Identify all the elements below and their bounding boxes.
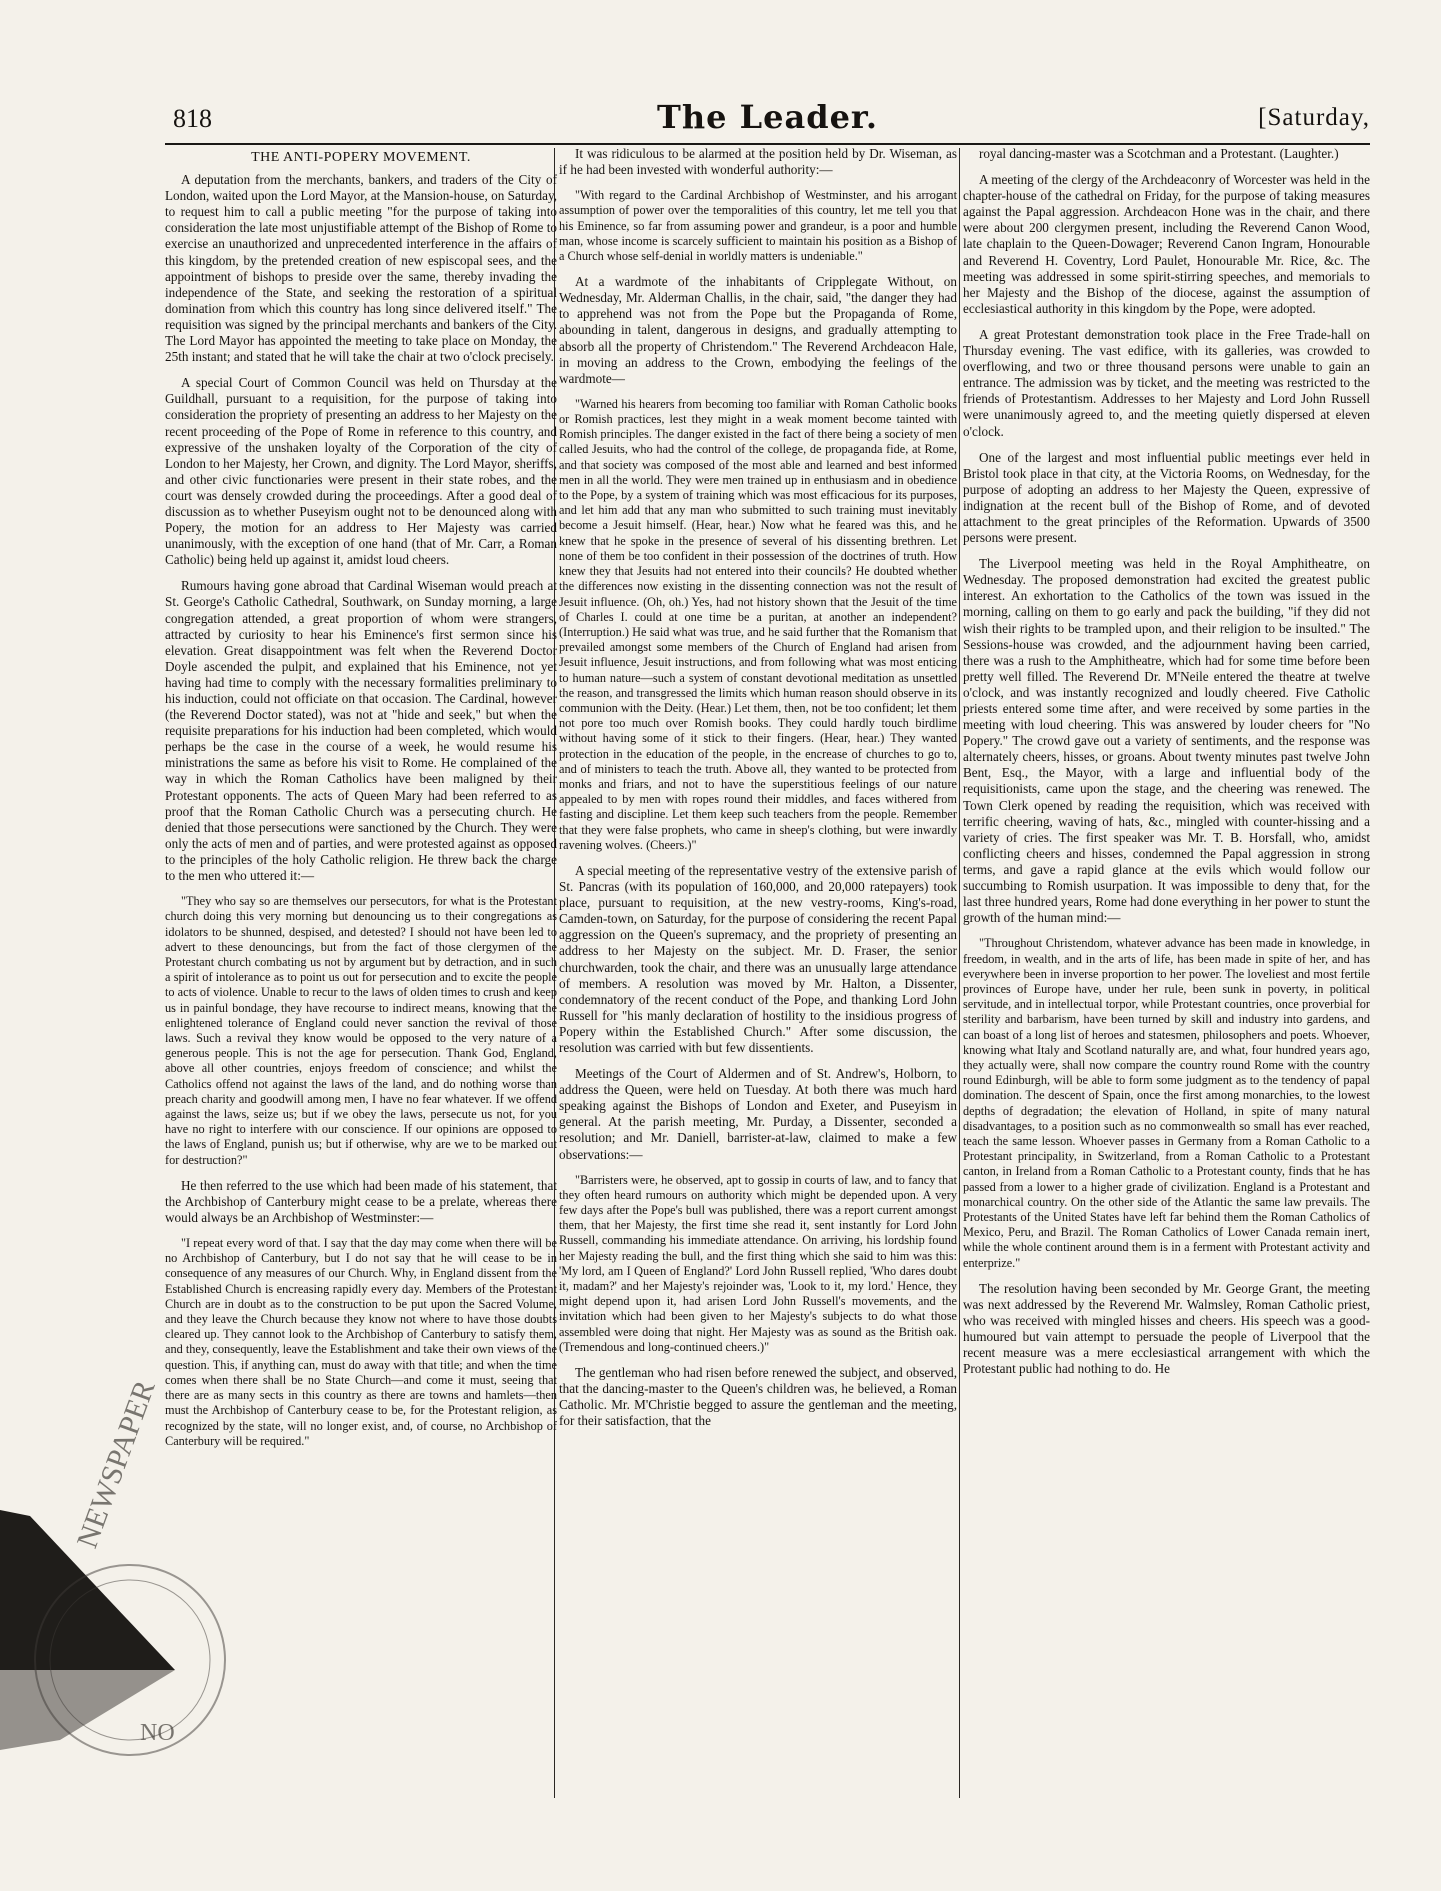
article-paragraph: royal dancing-master was a Scotchman and a Protestant. (Laughter.): [979, 146, 1339, 161]
header-rule: [165, 143, 1370, 145]
quoted-paragraph: "With regard to the Cardinal Archbishop of Westminster, and his arrogant assumption of power over the temporalities of this country, let me tell you that his Eminence, so far from assuming power and grandeur, is a poor and humble man, whose income is scarcely sufficient to maintain his position as a Bishop of a Church whose self-denial in worldly matters is undeniable.": [559, 188, 957, 263]
page-header: [165, 98, 1370, 148]
article-paragraph: One of the largest and most influential public meetings ever held in Bristol took place in that city, at the Victoria Rooms, on Wednesday, for the purpose of adopting an address to her Majesty the Queen, expressive of indignation at the recent bull of the Bishop of Rome, and of devoted attachment to the great principles of the Reformation. Upwards of 3500 persons were present.: [963, 449, 1370, 546]
column-3: [963, 146, 1370, 1846]
article-paragraph: A deputation from the merchants, bankers, and traders of the City of London, waited upon the Lord Mayor, at the Mansion-house, on Saturday, to request him to call a public meeting "for the purpose of taking into consideration the late most unjustifiable attempt of the Bishop of Rome to exercise an unauthorized and unprecedented interference in the affairs of this kingdom, by the pretended creation of new espiscopal sees, and the appointment of bishops to preside over the same, thereby invading the independence of the State, and seeking the restoration of a spiritual domination from which this country has long since delivered itself." The requisition was signed by the principal merchants and bankers of the City. The Lord Mayor has appointed the meeting to take place on Monday, the 25th instant; and stated that he will take the chair at two o'clock precisely.: [165, 172, 557, 365]
article-paragraph: It was ridiculous to be alarmed at the position held by Dr. Wiseman, as if he had been invested with wonderful authority:—: [559, 146, 957, 178]
article-paragraph: A great Protestant demonstration took place in the Free Trade-hall on Thursday evening. The vast edifice, with its galleries, was crowded to overflowing, and two or three thousand persons were unable to gain an entrance. The admission was by ticket, and the meeting was restricted to the friends of Protestantism. Addresses to her Majesty and Lord John Russell were unanimously agreed to, and the meeting quietly dispersed at eleven o'clock.: [963, 326, 1370, 439]
column-divider: [959, 148, 960, 1798]
stamp-text: NO: [140, 1720, 175, 1746]
article-paragraph: A special meeting of the representative vestry of the extensive parish of St. Pancras (with its population of 160,000, and 20,000 ratepayers) took place, pursuant to requisition, at the new vestry-rooms, King's-road, Camden-town, on Saturday, for the purpose of considering the recent Papal aggression on the Queen's supremacy, and the propriety of presenting an address to her Majesty on the subject. Mr. D. Fraser, the senior churchwarden, took the chair, and there was an unusually large attendance of members. A resolution was moved by Mr. Halton, a Dissenter, condemnatory of the recent conduct of the Pope, and thanking Lord John Russell for "his manly declaration of hostility to the insidious progress of Popery within the Established Church." After some discussion, the resolution was carried with but few dissentients.: [559, 862, 957, 1055]
quoted-paragraph: "They who say so are themselves our persecutors, for what is the Protestant church doing this very morning but denouncing us to their congregations as idolators to be shunned, despised, and detested? I should not have been led to advert to these denouncings, but from the fact of those clergymen of the Protestant church combating us not by argument but by detraction, and in such a spirit of intolerance as to point us out for persecution and to excite the people to acts of violence. Unable to recur to the laws of olden times to crush and keep us in painful bondage, they have recourse to indirect means, knowing that the enlightened tolerance of England could never sanction the revival of those laws. Such a revival they know would be opposed to the very nature of a generous people. This is not the age for persecution. Thank God, England, above all other countries, enjoys freedom of conscience; and whilst the Catholics offend not against the laws of the land, and do nothing worse than preach charity and goodwill among men, I have no fear whatever. If we offend against the laws, seize us; but if we obey the laws, persecute us not, for you have no right to interfere with our conscience. If our opinions are opposed to the laws of England, punish us; but if otherwise, why are we to be marked out for destruction?": [165, 894, 557, 1167]
page-number: 818: [173, 104, 212, 133]
dateline: [Saturday,: [1258, 104, 1370, 131]
stamp-text: NEWSPAPER: [70, 1376, 162, 1553]
quoted-paragraph: "Throughout Christendom, whatever advance has been made in knowledge, in freedom, in wealth, and in the arts of life, has been made in spite of her, and has everywhere been in inverse proportion to her power. The loveliest and most fertile provinces of Europe have, under her rule, been sunk in poverty, in political servitude, and in intellectual torpor, while Protestant countries, once proverbial for sterility and barbarism, have been turned by skill and industry into gardens, and can boast of a long list of heroes and statesmen, philosophers and poets. Whoever, knowing what Italy and Scotland naturally are, and what, four hundred years ago, they actually were, shall now compare the country round Rome with the country round Edinburgh, will be able to form some judgment as to the tendency of papal domination. The descent of Spain, once the first among monarchies, to the lowest depths of degradation; the elevation of Holland, in spite of many natural disadvantages, to a position such as no commonwealth so small has ever reached, teach the same lesson. Whoever passes in Germany from a Roman Catholic to a Protestant principality, in Switzerland, from a Roman Catholic to a Protestant canton, in Ireland from a Roman Catholic to a Protestant county, finds that he has passed from a lower to a higher grade of civilization. England is a Protestant and monarchical country. On the other side of the Atlantic the same law prevails. The Protestants of the United States have left far behind them the Roman Catholics of Mexico, Peru, and Brazil. The Roman Catholics of Lower Canada remain inert, while the whole continent around them is in a ferment with Protestant activity and enterprize.": [963, 936, 1370, 1270]
article-paragraph: At a wardmote of the inhabitants of Cripplegate Without, on Wednesday, Mr. Alderman Challis, in the chair, said, "the danger they had to apprehend was not from the Pope but the Propaganda of Rome, abounding in talent, dangerous in designs, and gradually attempting to absorb all the property of Christendom." The Reverend Archdeacon Hale, in moving an address to the Crown, embodying the feelings of the wardmote—: [559, 274, 957, 386]
article-paragraph: The gentleman who had risen before renewed the subject, and observed, that the dancing-master to the Queen's children was, he believed, a Roman Catholic. Mr. M'Christie begged to assure the gentleman and the meeting, for their satisfaction, that the: [559, 1365, 957, 1429]
article-paragraph: A meeting of the clergy of the Archdeaconry of Worcester was held in the chapter-house of the cathedral on Friday, for the purpose of taking measures against the Papal aggression. Archdeacon Hone was in the chair, and there were about 200 clergymen present, including the Reverend Canon Wood, late chaplain to the Queen-Dowager; Reverend Canon Ingram, Honourable and Reverend H. Coventry, Lord Paulet, Honourable Mr. Rice, &c. The meeting was addressed in some spirit-stirring speeches, and memorials to her Majesty and the Bishop of the diocese, against the assumption of ecclesiastical authority in this kingdom by the Pope, were adopted.: [963, 172, 1370, 316]
article-paragraph: A special Court of Common Council was held on Thursday at the Guildhall, pursuant to a requisition, for the purpose of taking into consideration the propriety of presenting an address to her Majesty on the recent proceeding of the Pope of Rome in reference to this country, and expressive of the unshaken loyalty of the Corporation of the city of London to her Majesty, her Crown, and dignity. The Lord Mayor, sheriffs, and other civic functionaries were present in their state robes, and the court was densely crowded during the proceedings. After a good deal of discussion as to whether Puseyism ought not to be denounced along with Popery, the motion for an address to Her Majesty was carried unanimously, with the exception of one hand (that of Mr. Carr, a Roman Catholic) being held up against it, amidst loud cheers.: [165, 375, 557, 568]
library-stamp: [0, 1376, 190, 1891]
masthead-title: The Leader.: [657, 98, 878, 136]
quoted-paragraph: "Barristers were, he observed, apt to gossip in courts of law, and to fancy that they often heard rumours on authority which might be depended upon. A very few days after the Pope's bull was published, there was a report current amongst them, that her Majesty, the first time she read it, sent instantly for Lord John Russell, commanding his immediate attendance. On arriving, his lordship found her Majesty reading the bull, and the first thing which she said to him was this: 'My lord, am I Queen of England?' Lord John Russell replied, 'Who dares doubt it, madam?' and her Majesty's rejoinder was, 'Look to it, my lord.' Hence, they might depend upon it, had arisen Lord John Russell's movements, and the invitation which had been given to her Majesty's subjects to do what those assembled were doing that night. Her Majesty was as sound as the British oak. (Tremendous and long-continued cheers.)": [559, 1172, 957, 1354]
article-paragraph: He then referred to the use which had been made of his statement, that the Archbishop of Canterbury might cease to be a prelate, whereas there would always be an Archbishop of Westminster:—: [165, 1177, 557, 1225]
column-1: [165, 146, 557, 1846]
article-paragraph: Meetings of the Court of Aldermen and of St. Andrew's, Holborn, to address the Queen, were held on Tuesday. At both there was much hard speaking against the Bishops of London and Exeter, and Puseyism in general. At the parish meeting, Mr. Purday, a Dissenter, seconded a resolution; and Mr. Daniell, barrister-at-law, claimed to make a few observations:—: [559, 1066, 957, 1162]
article-paragraph: The resolution having been seconded by Mr. George Grant, the meeting was next addressed by the Reverend Mr. Walmsley, Roman Catholic priest, who was received with mingled hisses and cheers. His speech was a good-humoured but vain attempt to persuade the people of Liverpool that the recent measure was a mere ecclesiastical arrangement with which the Protestant public had nothing to do. He: [963, 1280, 1370, 1377]
article-paragraph: Rumours having gone abroad that Cardinal Wiseman would preach at St. George's Catholic Cathedral, Southwark, on Sunday morning, a large congregation attended, a great proportion of whom were strangers, attracted by curiosity to hear his Eminence's first sermon since his elevation. Great disappointment was felt when the Reverend Doctor Doyle ascended the pulpit, and explained that his Eminence, not yet having had time to comply with the necessary formalities preliminary to his induction, could not officiate on that occasion. The Cardinal, however (the Reverend Doctor stated), was not at "hide and seek," but when the requisite preparations for his induction had been completed, which would perhaps be the case in the course of a week, he would resume his ministrations the same as before his visit to Rome. He complained of the way in which the Roman Catholics have been maligned by their Protestant opponents. The acts of Queen Mary had been referred to as proof that the Roman Catholic Church was a persecuting church. He denied that those persecutions were sanctioned by the Church. They were only the acts of men and of parties, and were protested against as opposed to the principles of the holy Catholic religion. He threw back the charge to the men who uttered it:—: [165, 578, 557, 884]
section-title: THE ANTI-POPERY MOVEMENT.: [251, 150, 471, 165]
quoted-paragraph: "Warned his hearers from becoming too familiar with Roman Catholic books or Romish practices, lest they might in a weak moment become tainted with Romish principles. The danger existed in the fact of there being a society of men called Jesuits, who had the control of the college, de propaganda fide, at Rome, and that society was composed of the most able and learned and best informed men in all the world. They were men trained up in enthusiasm and in obedience to the Pope, by a system of training which was most efficacious for its purposes, and let him add that any man who submitted to such training must inevitably become a Jesuit himself. (Hear, hear.) Now what he feared was this, and he knew that he spoke in the presence of several of his dissenting brethren. Let none of them be too confident in their possession of the doctrines of truth. How knew they that Jesuits had not entered into their councils? He doubted whether the differences now existing in the dissenting connection was not the result of Jesuit influence. (Oh, oh.) Yes, had not history shown that the Jesuit of the time of Charles I. could at one time be a puritan, at another an independent? (Interruption.) He said what was true, and he said further that the Romanism that prevailed amongst some members of the Church of England had arisen from Jesuit influence, Jesuit instructions, and from following what was most enticing to human nature—such a system of constant devotional meditation as unsettled the reason, and transgressed the limits which human reason should observe in its communion with the Deity. (Hear.) Let them, then, not be too confident; let them not pore too much over Romish books. They could hardly touch birdlime without having some of it stick to their fingers. (Hear, hear.) They wanted protection in the education of the people, in the encrease of churches to go to, and of ministers to teach the truth. Above all, they wanted to be protected from monks and friars, and not to have the superstitious feelings of our nature appealed to by men with ropes round their middles, and faces withered from fasting and discipline. Let them keep such teachers from the people. Remember that they were false prophets, who came in sheep's clothing, but were inwardly ravening wolves. (Cheers.)": [559, 396, 957, 852]
quoted-paragraph: "I repeat every word of that. I say that the day may come when there will be no Archbishop of Canterbury, but I do not say that he will cease to be in consequence of any measures of our Church. Why, in England dissent from the Established Church is encreasing rapidly every day. Members of the Protestant Church are in doubt as to the construction to be put upon the Sacred Volume, and they leave the Church because they know not where to have those doubts cleared up. They cannot look to the Archbishop of Canterbury to satisfy them, and they, consequently, leave the Establishment and take their own views of the question. This, if anything can, must do away with that title; and when the time comes when there shall be no State Church—and come it must, seeing that there are as many sects in this country as there are towns and hamlets—then must the Archbishop of Canterbury cease to be, for the Protestant religion, as recognized by the state, will no longer exist, and, of course, no Archbishop of Canterbury will be required.": [165, 1236, 557, 1448]
article-paragraph: The Liverpool meeting was held in the Royal Amphitheatre, on Wednesday. The proposed demonstration had excited the greatest public interest. An exhortation to the Catholics of the town was issued in the morning, calling on them to go early and pack the building, "if they did not wish their rights to be trampled upon, and their religion to be insulted." The Sessions-house was crowded, and the adjournment having been carried, there was a rush to the Amphitheatre, which had for some time before been pretty well filled. The Reverend Dr. M'Neile entered the theatre at twelve o'clock, and was instantly recognized and loudly cheered. Five Catholic priests entered some time after, and were received by some parties in the meeting with loud cheering. This was answered by louder cheers for "No Popery." The crowd gave out a variety of sentiments, and the response was alternately cheers, hisses, or groans. About twenty minutes past twelve John Bent, Esq., the Mayor, with a large and influential body of the requisitionists, came upon the stage, and the cheering was renewed. The Town Clerk opened by reading the requisition, which was received with terrific cheering, waving of hats, &c., mingled with counter-hissing and a variety of cries. The first speaker was Mr. T. B. Horsfall, who, amidst conflicting cheers and hisses, condemned the Papal aggression in strong terms, and gave a rapid glance at the evils which would follow our succumbing to Romish usurpation. It was impossible to deny that, for the last three hundred years, Rome had done everything in her power to stunt the growth of the human mind:—: [963, 556, 1370, 926]
column-2: [559, 146, 957, 1846]
